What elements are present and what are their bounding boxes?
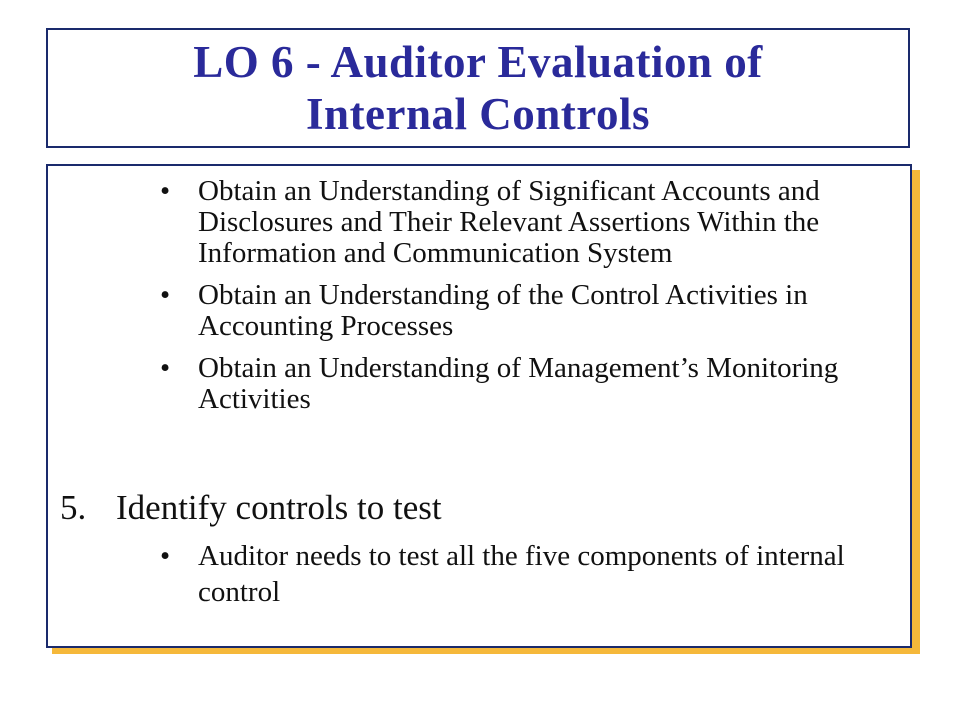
bullet-text: Auditor needs to test all the five components of internal control bbox=[198, 540, 845, 608]
slide-title-box bbox=[46, 28, 910, 148]
bullet-list-top bbox=[48, 176, 910, 426]
bullet-item bbox=[48, 538, 910, 610]
bullet-item bbox=[48, 353, 910, 415]
slide-title-line-2: Internal Controls bbox=[306, 89, 650, 139]
content-box bbox=[46, 164, 912, 648]
bullet-dot-icon: • bbox=[160, 540, 171, 572]
bullet-text: Obtain an Understanding of the Control Activities in Accounting Processes bbox=[198, 279, 808, 342]
numbered-item-text: Identify controls to test bbox=[116, 488, 442, 527]
bullet-dot-icon: • bbox=[160, 279, 171, 311]
bullet-dot-icon: • bbox=[160, 175, 171, 207]
numbered-item bbox=[48, 488, 442, 528]
bullet-text: Obtain an Understanding of Significant Accounts and Disclosures and Their Relevant Assertions Within the Information and Communication System bbox=[198, 175, 820, 269]
bullet-dot-icon: • bbox=[160, 352, 171, 384]
slide-title-line-1: LO 6 - Auditor Evaluation of bbox=[193, 37, 763, 87]
bullet-text: Obtain an Understanding of Management’s Monitoring Activities bbox=[198, 352, 839, 415]
bullet-list-bottom bbox=[48, 538, 910, 621]
bullet-item bbox=[48, 280, 910, 342]
bullet-item bbox=[48, 176, 910, 269]
numbered-item-number: 5. bbox=[60, 488, 87, 527]
